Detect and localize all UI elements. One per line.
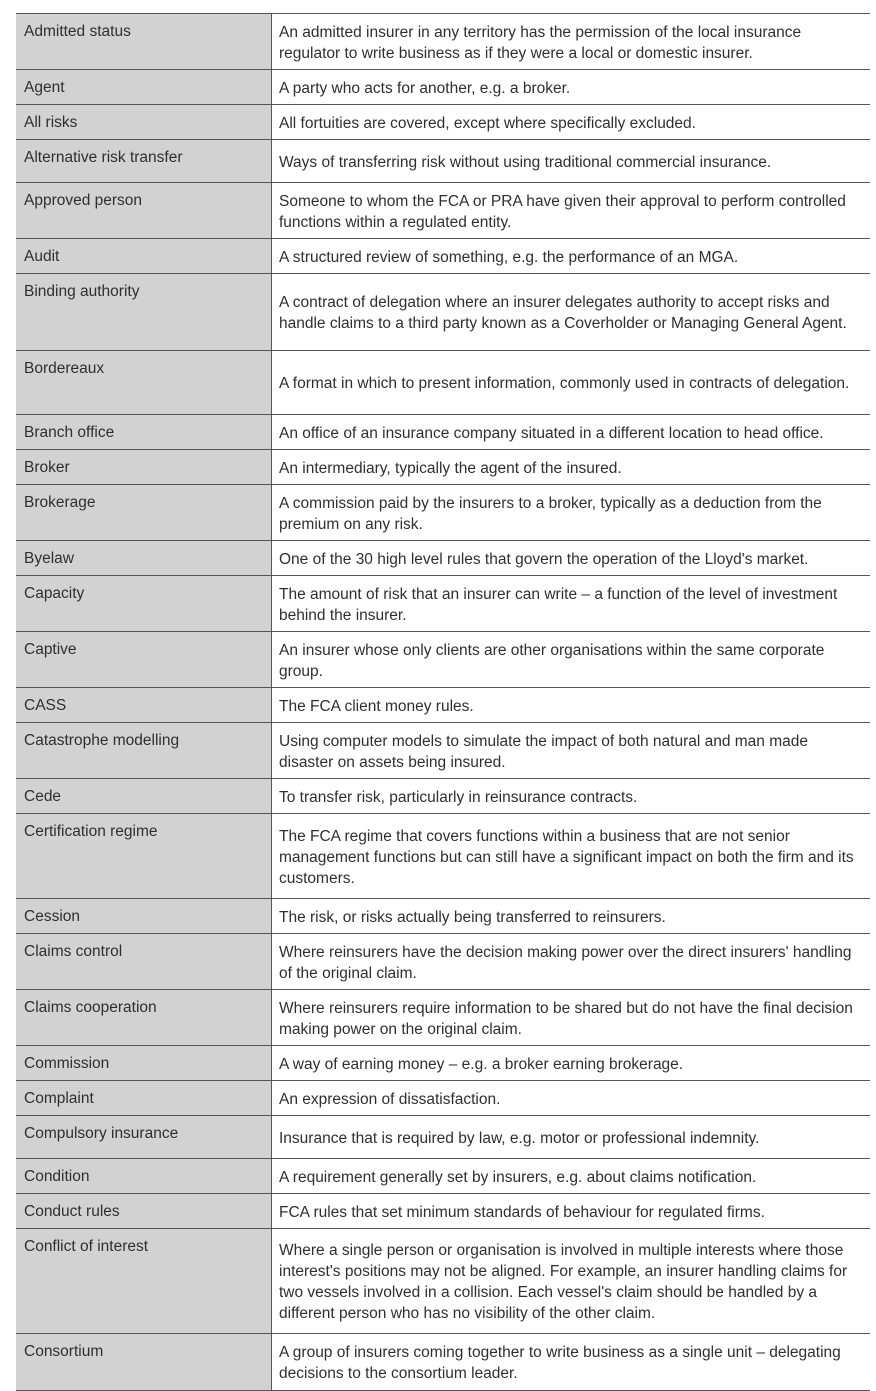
table-row (16, 1334, 870, 1391)
glossary-term: Condition (16, 1159, 272, 1193)
glossary-definition (272, 688, 870, 722)
definition-text: An office of an insurance company situated in a different location to head office. (279, 424, 824, 442)
definition-text: An intermediary, typically the agent of the insured. (279, 459, 622, 477)
glossary-term: Alternative risk transfer (16, 140, 272, 182)
definition-text: The amount of risk that an insurer can write – a function of the level of investment behind the insurer. (279, 585, 838, 624)
glossary-definition (272, 779, 870, 813)
glossary-definition (272, 1159, 870, 1193)
table-row (16, 688, 870, 723)
table-row (16, 1229, 870, 1334)
glossary-term: Binding authority (16, 274, 272, 350)
glossary-definition (272, 934, 870, 989)
definition-text: To transfer risk, particularly in reinsurance contracts. (279, 788, 638, 806)
glossary-definition (272, 990, 870, 1045)
definition-text: The risk, or risks actually being transferred to reinsurers. (279, 908, 666, 926)
definition-text: Where reinsurers require information to be shared but do not have the final decision making power on the original claim. (279, 999, 853, 1038)
table-row (16, 274, 870, 351)
glossary-definition (272, 70, 870, 104)
glossary-term: Conflict of interest (16, 1229, 272, 1333)
glossary-term: Cession (16, 899, 272, 933)
glossary-term: Complaint (16, 1081, 272, 1115)
table-row (16, 183, 870, 239)
glossary-definition (272, 1334, 870, 1390)
table-row (16, 632, 870, 688)
table-row (16, 541, 870, 576)
definition-text: The FCA client money rules. (279, 697, 474, 715)
table-row (16, 576, 870, 632)
glossary-definition (272, 1116, 870, 1158)
table-row (16, 1116, 870, 1159)
table-row (16, 1046, 870, 1081)
glossary-term: Cede (16, 779, 272, 813)
glossary-term: Certification regime (16, 814, 272, 898)
definition-text: Someone to whom the FCA or PRA have given their approval to perform controlled functions within a regulated entity. (279, 192, 846, 231)
definition-text: A group of insurers coming together to write business as a single unit – delegating decisions to the consortium leader. (279, 1344, 841, 1382)
glossary-term: Consortium (16, 1334, 272, 1390)
table-row (16, 899, 870, 934)
table-row (16, 814, 870, 899)
definition-text: A commission paid by the insurers to a broker, typically as a deduction from the premium on any risk. (279, 494, 822, 533)
glossary-definition (272, 576, 870, 631)
glossary-term: Claims cooperation (16, 990, 272, 1045)
glossary-definition (272, 183, 870, 238)
definition-text: Where reinsurers have the decision making power over the direct insurers' handling of the original claim. (279, 943, 852, 982)
table-row (16, 485, 870, 541)
table-row (16, 990, 870, 1046)
glossary-term: Conduct rules (16, 1194, 272, 1228)
glossary-definition (272, 1229, 870, 1333)
glossary-term: Commission (16, 1046, 272, 1080)
definition-text: A way of earning money – e.g. a broker earning brokerage. (279, 1055, 684, 1073)
definition-text: A format in which to present information, commonly used in contracts of delegation. (279, 375, 850, 392)
definition-text: A structured review of something, e.g. the performance of an MGA. (279, 248, 739, 266)
glossary-term: Audit (16, 239, 272, 273)
glossary-term: Claims control (16, 934, 272, 989)
glossary-definition (272, 1194, 870, 1228)
glossary-definition (272, 105, 870, 139)
definition-text: A contract of delegation where an insurer delegates authority to accept risks and handle claims to a third party known as a Coverholder or Managing General Agent. (279, 294, 847, 332)
definition-text: An expression of dissatisfaction. (279, 1090, 501, 1108)
table-row (16, 1159, 870, 1194)
glossary-definition (272, 814, 870, 898)
glossary-term: Agent (16, 70, 272, 104)
table-row (16, 14, 870, 70)
glossary-definition (272, 239, 870, 273)
table-row (16, 239, 870, 274)
glossary-term: Approved person (16, 183, 272, 238)
table-row (16, 105, 870, 140)
glossary-definition (272, 140, 870, 182)
definition-text: FCA rules that set minimum standards of behaviour for regulated firms. (279, 1203, 765, 1221)
glossary-term: CASS (16, 688, 272, 722)
glossary-term: Captive (16, 632, 272, 687)
definition-text: The FCA regime that covers functions within a business that are not senior management functions but can still have a significant impact on both the firm and its customers. (279, 827, 854, 887)
glossary-term: Byelaw (16, 541, 272, 575)
glossary-term: Bordereaux (16, 351, 272, 414)
glossary-table (16, 13, 870, 1391)
table-row (16, 779, 870, 814)
definition-text: An insurer whose only clients are other organisations within the same corporate group. (279, 641, 825, 680)
definition-text: Ways of transferring risk without using traditional commercial insurance. (279, 153, 772, 171)
table-row (16, 450, 870, 485)
glossary-definition (272, 14, 870, 69)
definition-text: One of the 30 high level rules that govern the operation of the Lloyd's market. (279, 550, 809, 568)
glossary-definition (272, 415, 870, 449)
table-row (16, 934, 870, 990)
definition-text: Insurance that is required by law, e.g. motor or professional indemnity. (279, 1129, 760, 1147)
table-row (16, 723, 870, 779)
glossary-definition (272, 351, 870, 414)
glossary-term: Admitted status (16, 14, 272, 69)
definition-text: Using computer models to simulate the impact of both natural and man made disaster on assets being insured. (279, 732, 808, 771)
glossary-definition (272, 450, 870, 484)
definition-text: An admitted insurer in any territory has the permission of the local insurance regulator to write business as if they were a local or domestic insurer. (279, 23, 802, 62)
table-row (16, 1194, 870, 1229)
glossary-term: Catastrophe modelling (16, 723, 272, 778)
glossary-definition (272, 723, 870, 778)
table-row (16, 1081, 870, 1116)
table-row (16, 415, 870, 450)
glossary-term: Capacity (16, 576, 272, 631)
glossary-definition (272, 899, 870, 933)
glossary-definition (272, 1081, 870, 1115)
table-row (16, 351, 870, 415)
glossary-definition (272, 274, 870, 350)
glossary-term: Branch office (16, 415, 272, 449)
glossary-term: Brokerage (16, 485, 272, 540)
table-row (16, 70, 870, 105)
glossary-definition (272, 632, 870, 687)
glossary-definition (272, 1046, 870, 1080)
glossary-term: Compulsory insurance (16, 1116, 272, 1158)
glossary-term: All risks (16, 105, 272, 139)
table-row (16, 140, 870, 183)
definition-text: Where a single person or organisation is involved in multiple interests where those interest's positions may not be aligned. For example, an insurer handling claims for two vessels involved in a collision. Each vessel's claim should be handled by a different person who has no visibility of the other claim. (279, 1242, 848, 1322)
definition-text: A party who acts for another, e.g. a broker. (279, 79, 571, 97)
definition-text: All fortuities are covered, except where specifically excluded. (279, 114, 696, 132)
definition-text: A requirement generally set by insurers, e.g. about claims notification. (279, 1168, 757, 1186)
glossary-definition (272, 541, 870, 575)
glossary-definition (272, 485, 870, 540)
glossary-term: Broker (16, 450, 272, 484)
